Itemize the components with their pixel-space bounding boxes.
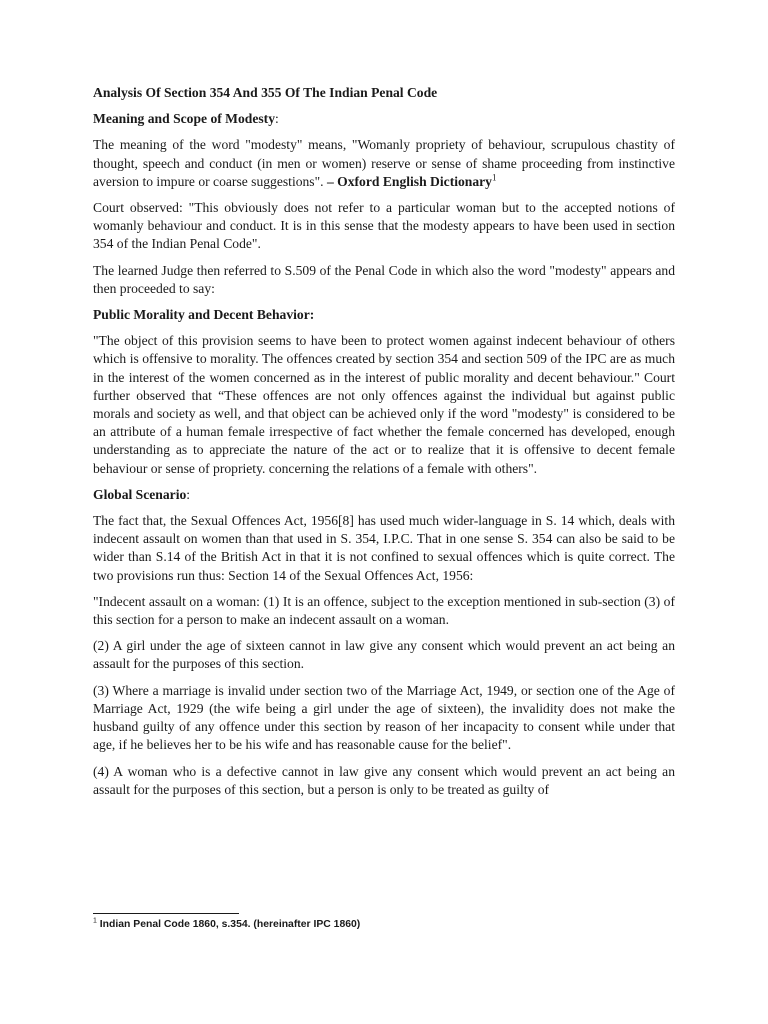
heading-public-morality	[93, 306, 675, 324]
footnote-divider	[93, 913, 239, 914]
footnote-text: Indian Penal Code 1860, s.354. (hereinafter IPC 1860)	[96, 919, 361, 930]
footnote	[93, 918, 675, 932]
paragraph-sexual-offences-act: The fact that, the Sexual Offences Act, 1956[8] has used much wider-language in S. 14 which, deals with indecent assault on women than that used in S. 354, I.P.C. That in one sense S. 354 can also be said to be wider than S.14 of the British Act in that it is not confined to sexual offences which is quite correct. The two provisions run thus: Section 14 of the Sexual Offences Act, 1956:	[93, 513, 675, 583]
footnote-number: 1	[93, 917, 97, 925]
heading-global-scenario	[93, 486, 675, 504]
paragraph-indecent-assault: "Indecent assault on a woman: (1) It is an offence, subject to the exception mentioned in sub-section (3) of this section for a person to make an indecent assault on a woman.	[93, 593, 675, 628]
paragraph-clause-4: (4) A woman who is a defective cannot in law give any consent which would prevent an act being an assault for the purposes of this section, but a person is only to be treated as guilty of	[93, 763, 675, 797]
heading-public-morality-text: Public Morality and Decent Behavior:	[93, 307, 315, 323]
definition-text: The meaning of the word "modesty" means, "Womanly propriety of behaviour, scrupulous chastity of thought, speech and conduct (in men or women) reserve or sense of shame proceeding from instinctive aversion to impure or coarse suggestions".	[93, 137, 675, 189]
heading-colon: :	[275, 111, 279, 127]
paragraph-object-of-provision: "The object of this provision seems to have been to protect women against indecent behaviour of others which is offensive to morality. The offences created by section 354 and section 509 of the IPC are as much in the interest of the women concerned as in the interest of public morality and decent behaviour." Court further observed that “These offences are not only offences against the individual but against public morals and society as well, and that object can be achieved only if the word "modesty" is considered to be an attribute of a human female irrespective of fact whether the female concerned has developed, enough understanding as to appreciate the nature of the act or to realize that it is offensive to decent female behaviour or sense of propriety. concerning the relations of a female with others".	[93, 333, 675, 476]
heading-colon: :	[186, 486, 191, 502]
document-title: Analysis Of Section 354 And 355 Of The Indian Penal Code	[93, 85, 438, 100]
footnote-ref[interactable]: 1	[491, 172, 497, 183]
document-page	[93, 84, 675, 807]
paragraph-clause-3: (3) Where a marriage is invalid under section two of the Marriage Act, 1949, or section one of the Age of Marriage Act, 1929 (the wife being a girl under the age of sixteen), the invalidity does not make the husband guilty of any offence under this section by reason of her incapacity to consent while under that age, if he believes her to be his wife and has reasonable cause for the belief".	[93, 682, 675, 753]
heading-meaning-scope-text: Meaning and Scope of Modesty	[93, 111, 276, 127]
definition-source: – Oxford English Dictionary	[326, 173, 492, 189]
paragraph-clause-2: (2) A girl under the age of sixteen cannot in law give any consent which would prevent an act being an assault for the purposes of this section.	[93, 638, 675, 672]
heading-global-scenario-text: Global Scenario	[93, 486, 187, 502]
paragraph-court-observed: Court observed: "This obviously does not refer to a particular woman but to the accepted notions of womanly behaviour and conduct. It is in this sense that the modesty appears to have been used in section 354 of the Indian Penal Code".	[93, 200, 675, 252]
paragraph-modesty-definition	[93, 136, 675, 191]
heading-meaning-scope	[93, 110, 675, 128]
paragraph-learned-judge: The learned Judge then referred to S.509 of the Penal Code in which also the word "modesty" appears and then proceeded to say:	[93, 262, 675, 296]
